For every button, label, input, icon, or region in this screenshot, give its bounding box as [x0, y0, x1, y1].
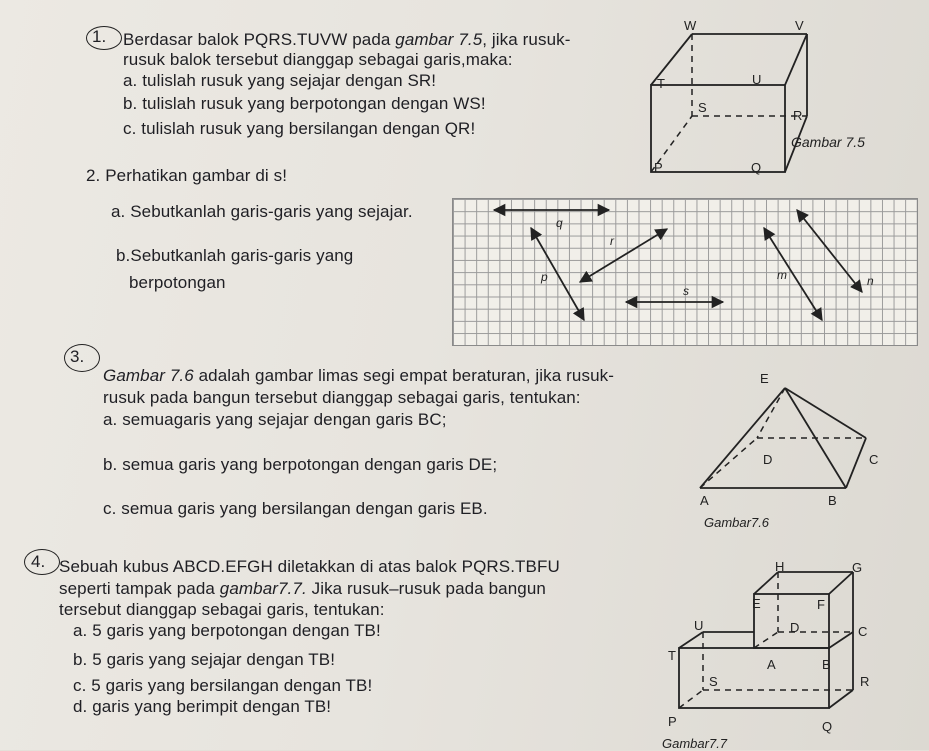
q4-item-d: d. garis yang berimpit dengan TB!	[73, 697, 332, 716]
q3-line1-post: adalah gambar limas segi empat beraturan, jika rusuk-	[193, 366, 614, 385]
q4-item-c: c. 5 garis yang bersilangan dengan TB!	[73, 676, 373, 695]
q4-line1: Sebuah kubus ABCD.EFGH diletakkan di atas balok PQRS.TBFU	[59, 557, 560, 576]
q4-line2-pre: seperti tampak pada	[59, 579, 220, 598]
q1-line1-ital: gambar 7.5	[395, 30, 483, 49]
q2-line-label-m: m	[777, 268, 787, 282]
q4-item-b: b. 5 garis yang sejajar dengan TB!	[73, 650, 336, 669]
fig75-label-w: W	[684, 18, 697, 33]
fig75-label-u: U	[752, 72, 762, 87]
fig77-label-a: A	[767, 657, 776, 672]
fig77-label-h: H	[775, 559, 785, 574]
fig77-label-u: U	[694, 618, 704, 633]
q4-line3: tersebut dianggap sebagai garis, tentukan:	[59, 600, 385, 619]
fig77-label-f: F	[817, 597, 825, 612]
q1-item-a: a. tulislah rusuk yang sejajar dengan SR!	[123, 71, 437, 90]
q3-number: 3.	[70, 347, 85, 366]
fig76-label-e: E	[760, 371, 769, 386]
q2-item-b-line2: berpotongan	[129, 273, 226, 292]
fig76-label-d: D	[763, 452, 773, 467]
fig77-label-e: E	[752, 596, 761, 611]
fig77-label-r: R	[860, 674, 870, 689]
q2-line-label-q: q	[556, 216, 563, 230]
q1-item-c: c. tulislah rusuk yang bersilangan dengan QR!	[123, 119, 476, 138]
q2-item-b-line1: b.Sebutkanlah garis-garis yang	[116, 246, 354, 265]
q1-line2: rusuk balok tersebut dianggap sebagai garis,maka:	[123, 50, 513, 69]
q3-line1-ital: Gambar 7.6	[103, 366, 194, 385]
fig76-label-b: B	[828, 493, 837, 508]
q2-title: 2. Perhatikan gambar di s!	[86, 166, 288, 185]
fig76-label-c: C	[869, 452, 879, 467]
fig75-label-q: Q	[751, 160, 762, 175]
fig77-label-c: C	[858, 624, 868, 639]
fig77-label-p: P	[668, 714, 677, 729]
fig77-label-d: D	[790, 620, 800, 635]
fig77-label-g: G	[852, 560, 863, 575]
q2-line-label-n: n	[867, 274, 874, 288]
fig76-caption: Gambar7.6	[704, 515, 770, 530]
fig77-label-t: T	[668, 648, 676, 663]
fig75-label-p: P	[654, 160, 663, 175]
q2-item-a: a. Sebutkanlah garis-garis yang sejajar.	[111, 202, 413, 221]
fig77-caption: Gambar7.7	[662, 736, 728, 751]
q2-line-label-r: r	[610, 234, 614, 248]
q1-line1-pre: Berdasar balok PQRS.TUVW pada	[123, 30, 396, 49]
q4-line2-ital: gambar7.7.	[219, 579, 307, 598]
q4-line2-post: Jika rusuk–rusuk pada bangun	[306, 579, 546, 598]
fig75-label-v: V	[795, 18, 804, 33]
q2-line-label-p: p	[541, 270, 548, 284]
q1-item-b: b. tulislah rusuk yang berpotongan dengan WS!	[123, 94, 486, 113]
q2-line-label-s: s	[683, 284, 689, 298]
q1-line1-post: , jika rusuk-	[482, 30, 571, 49]
fig75-label-r: R	[793, 108, 803, 123]
fig77-label-b: B	[822, 657, 831, 672]
q4-item-a: a. 5 garis yang berpotongan dengan TB!	[73, 621, 381, 640]
q1-number: 1.	[92, 27, 107, 46]
q3-item-a: a. semuagaris yang sejajar dengan garis BC;	[103, 410, 447, 429]
q3-line2: rusuk pada bangun tersebut dianggap sebagai garis, tentukan:	[103, 388, 581, 407]
fig77-label-q: Q	[822, 719, 833, 734]
q4-number: 4.	[31, 552, 46, 571]
fig77-label-s: S	[709, 674, 718, 689]
q3-item-b: b. semua garis yang berpotongan dengan garis DE;	[103, 455, 498, 474]
fig75-label-s: S	[698, 100, 707, 115]
q3-item-c: c. semua garis yang bersilangan dengan garis EB.	[103, 499, 488, 518]
fig76-label-a: A	[700, 493, 709, 508]
fig75-label-t: T	[657, 76, 665, 91]
fig75-caption: Gambar 7.5	[791, 134, 865, 150]
